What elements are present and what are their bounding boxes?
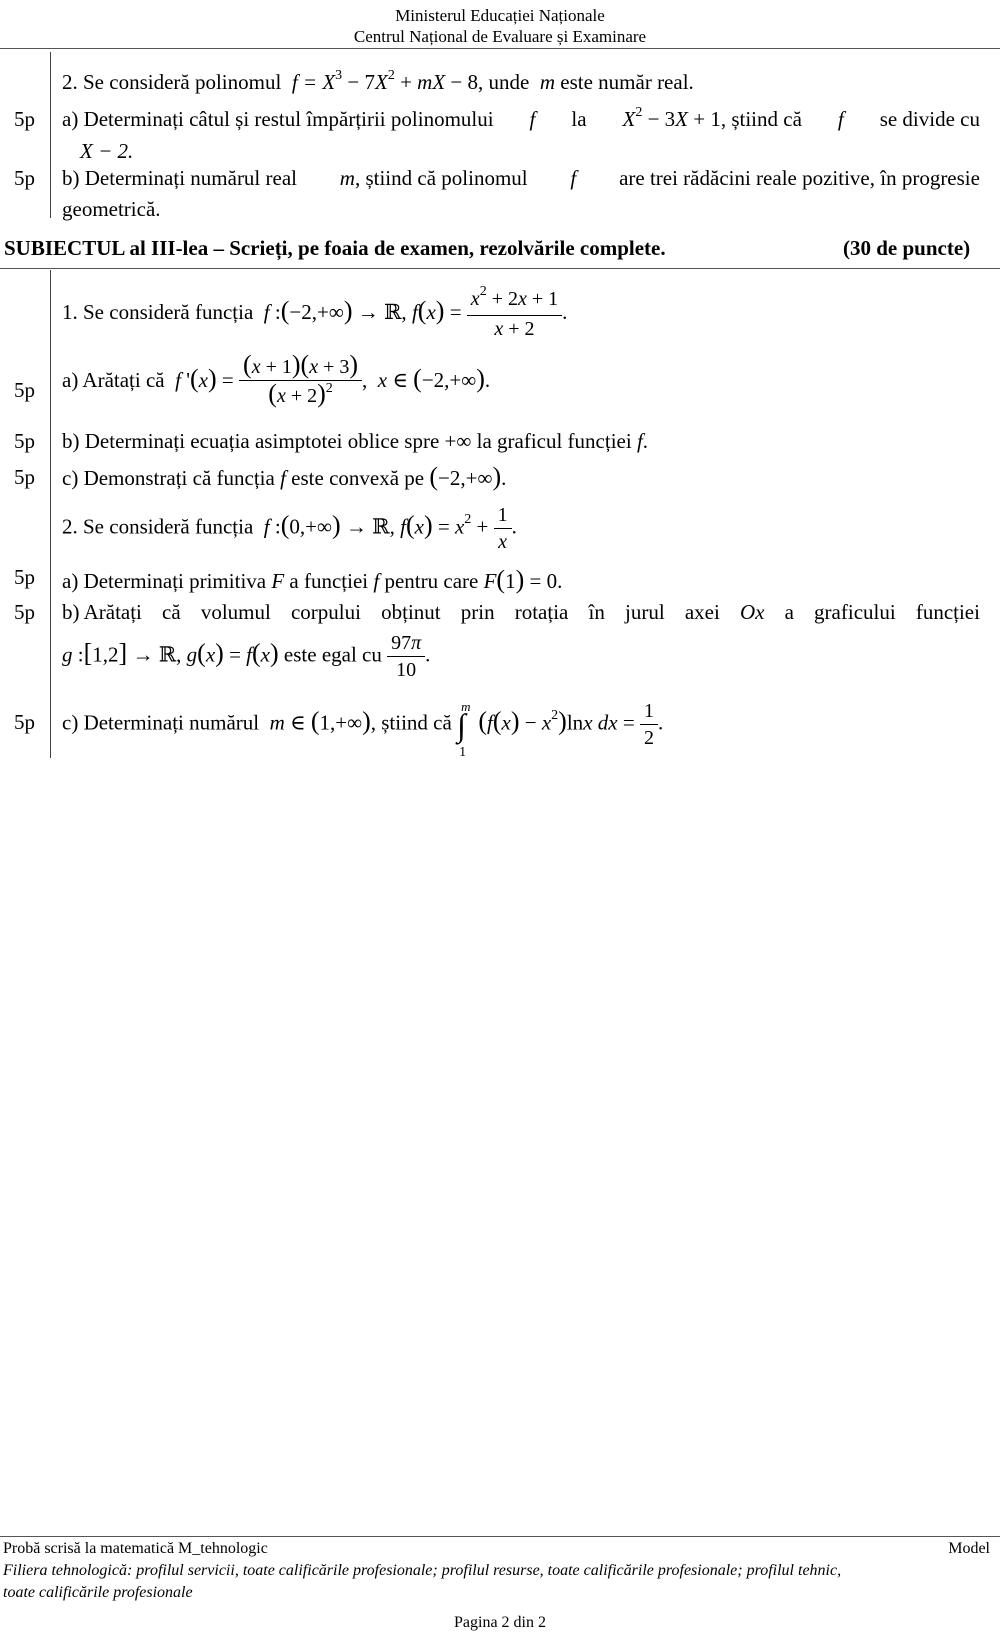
points-s3p2a: 5p <box>14 565 35 589</box>
points-s3p1a: 5p <box>14 378 35 402</box>
s3p1b-text: b) Determinați ecuația asimptotei oblice spre +∞ la graficul funcției f. <box>62 429 649 453</box>
p2a-cont: X − 2. <box>80 139 134 163</box>
p2a-text: a) Determinați câtul și restul împărțirii polinomului f la $X^2 - 3X + 1$, știind că f se divide cu <box>62 105 980 131</box>
footer-model: Model <box>948 1540 990 1557</box>
footer-line2: Filiera tehnologică: profilul servicii, toate calificările profesionale; profilul resurse, toate calificările profesionale; profilul tehnic, <box>3 1562 842 1579</box>
s3p2b-cont: g :[1,2] → ℝ, g(x) = f(x) este egal cu $\frac{97\pi}{10}$ . <box>62 632 431 681</box>
s3p2-intro: 2. Se consideră funcția f :(0,+∞) → ℝ, $f(x) = x^2$ + $\frac{1}{x}$ . <box>62 504 517 553</box>
p2b-cont: geometrică. <box>62 197 161 221</box>
footer-divider <box>0 1536 1000 1537</box>
points-p2a: 5p <box>14 107 35 131</box>
integral-sign: ∫ m 1 <box>457 698 471 760</box>
footer-exam: Probă scrisă la matematică M_tehnologic <box>3 1540 268 1557</box>
section-divider <box>0 268 1000 269</box>
s3p2a-text: a) Determinați primitiva F a funcției f pentru care F(1) = 0. <box>62 565 563 594</box>
s3p1-intro: 1. Se consideră funcția f :(−2,+∞) → ℝ, f(x) = $\frac{x^2 + 2x + 1}{x + 2}$ . <box>62 284 568 340</box>
s3p1c-text: c) Demonstrați că funcția f este convexă pe (−2,+∞). <box>62 462 507 491</box>
header-center: Centrul Național de Evaluare și Examinare <box>353 27 647 46</box>
margin-line-bottom <box>50 270 51 758</box>
points-p2b: 5p <box>14 166 35 190</box>
p2b-text: b) Determinați numărul real m, știind că polinomul f are trei rădăcini reale pozitive, în progresie <box>62 166 980 190</box>
s3p1a-text: a) Arătați că f '(x) = $\frac{(x + 1)(x + 3)}{(x + 2)^2}$ , x ∈ (−2,+∞). <box>62 350 491 408</box>
points-s3p1b: 5p <box>14 429 35 453</box>
points-s3p2b: 5p <box>14 600 35 624</box>
margin-line-top <box>50 52 51 218</box>
footer-page: Pagina 2 din 2 <box>454 1614 546 1631</box>
header-ministry: Ministerul Educației Naționale <box>395 6 605 25</box>
points-s3p1c: 5p <box>14 465 35 489</box>
s3p2b-text: b) Arătați că volumul corpului obținut prin rotația în jurul axei Ox a graficului funcției <box>62 600 980 624</box>
section-title: SUBIECTUL al III-lea – Scrieți, pe foaia de examen, rezolvările complete. <box>4 236 666 260</box>
p2-intro: 2. Se consideră polinomul $f = X^3 - 7X^2$ + mX − 8, unde m este număr real. <box>62 68 694 94</box>
header-divider <box>0 48 1000 49</box>
s3p2c-text: c) Determinați numărul m ∈ (1,+∞), știind că ∫ m 1 $(f(x) - x^2)\ln x$ dx = $\frac{1}{2}$ . <box>62 698 664 760</box>
section-points: (30 de puncte) <box>843 236 971 260</box>
footer-line3: toate calificările profesionale <box>3 1584 193 1601</box>
points-s3p2c: 5p <box>14 710 35 734</box>
